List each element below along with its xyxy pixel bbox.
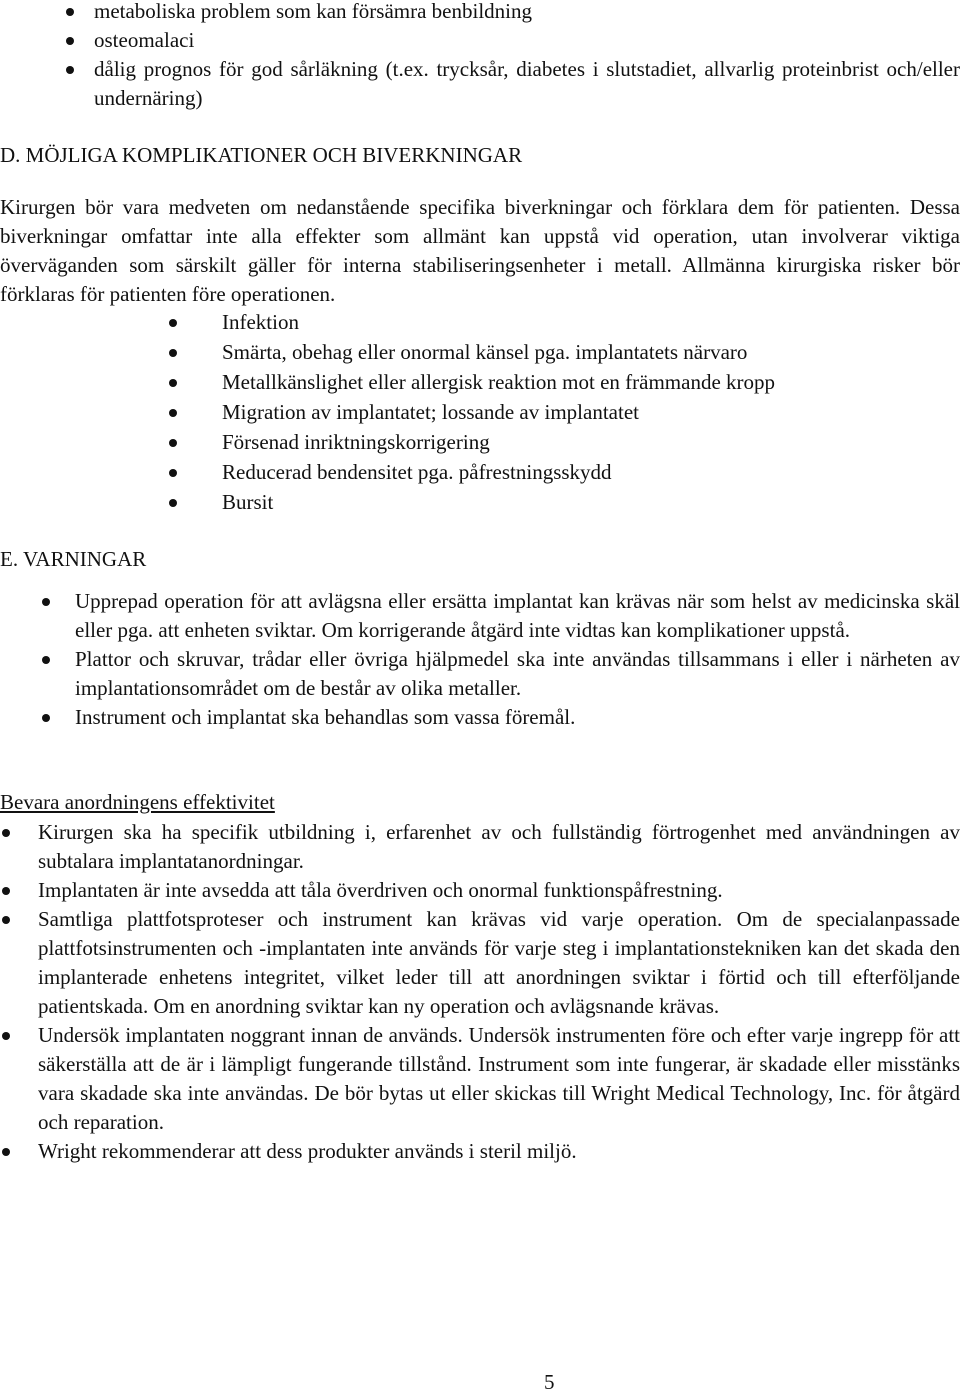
list-item: Plattor och skruvar, trådar eller övriga hjälpmedel ska inte användas tillsammans i eller i närheten av implantationsområdet om de består av olika metaller. — [75, 645, 960, 703]
list-item: Kirurgen ska ha specifik utbildning i, erfarenhet av och fullständig förtrogenhet med användningen av subtalara implantatanordningar. — [38, 818, 960, 876]
list-item: Implantaten är inte avsedda att tåla överdriven och onormal funktionspåfrestning. — [38, 876, 960, 905]
effectiveness-heading: Bevara anordningens effektivitet — [0, 790, 275, 814]
list-item: Wright rekommenderar att dess produkter används i steril miljö. — [38, 1137, 960, 1166]
complications-list — [222, 307, 922, 517]
list-item: Instrument och implantat ska behandlas som vassa föremål. — [75, 703, 960, 732]
list-item: Migration av implantatet; lossande av implantatet — [222, 397, 922, 427]
list-item: Upprepad operation för att avlägsna eller ersätta implantat kan krävas när som helst av medicinska skäl eller pga. att enheten sviktar. Om korrigerande åtgärd inte vidtas kan komplikationer uppstå. — [75, 587, 960, 645]
list-item: Undersök implantaten noggrant innan de används. Undersök instrumenten före och efter varje ingrepp för att säkerställa att de är i lämpligt fungerande tillstånd. Instrument som inte fungerar, är skadade eller misstänks vara skadade ska inte användas. De bör bytas ut eller skickas till Wright Medical Technology, Inc. för åtgärd och reparation. — [38, 1021, 960, 1137]
effectiveness-list — [38, 818, 960, 1166]
top-bullet-list — [94, 0, 960, 113]
section-e-heading: E. VARNINGAR — [0, 547, 147, 571]
list-item: metaboliska problem som kan försämra benbildning — [94, 0, 960, 26]
list-item: Reducerad bendensitet pga. påfrestningsskydd — [222, 457, 922, 487]
section-d-paragraph: Kirurgen bör vara medveten om nedanstående specifika biverkningar och förklara dem för patienten. Dessa biverkningar omfattar inte alla effekter som allmänt kan uppstå vid operation, utan involverar viktiga överväganden som särskilt gäller för interna stabiliseringsenheter i metall. Allmänna kirurgiska risker bör förklaras för patienten före operationen. — [0, 195, 960, 306]
page-number: 5 — [544, 1370, 555, 1394]
list-item: Infektion — [222, 307, 922, 337]
list-item: dålig prognos för god sårläkning (t.ex. trycksår, diabetes i slutstadiet, allvarlig proteinbrist och/eller undernäring) — [94, 55, 960, 113]
section-d-heading: D. MÖJLIGA KOMPLIKATIONER OCH BIVERKNINGAR — [0, 143, 523, 167]
list-item: Metallkänslighet eller allergisk reaktion mot en främmande kropp — [222, 367, 922, 397]
list-item: Smärta, obehag eller onormal känsel pga. implantatets närvaro — [222, 337, 922, 367]
list-item: Försenad inriktningskorrigering — [222, 427, 922, 457]
list-item: Samtliga plattfotsproteser och instrument kan krävas vid varje operation. Om de specialanpassade plattfotsinstrumenten och -implantaten inte används för varje steg i implantationstekniken kan det skada den implanterade enhetens integritet, vilket leder till att anordningen sviktar i förtid och till efterföljande patientskada. Om en anordning sviktar kan ny operation och avlägsnande krävas. — [38, 905, 960, 1021]
list-item: osteomalaci — [94, 26, 960, 55]
warnings-list — [75, 587, 960, 732]
list-item: Bursit — [222, 487, 922, 517]
